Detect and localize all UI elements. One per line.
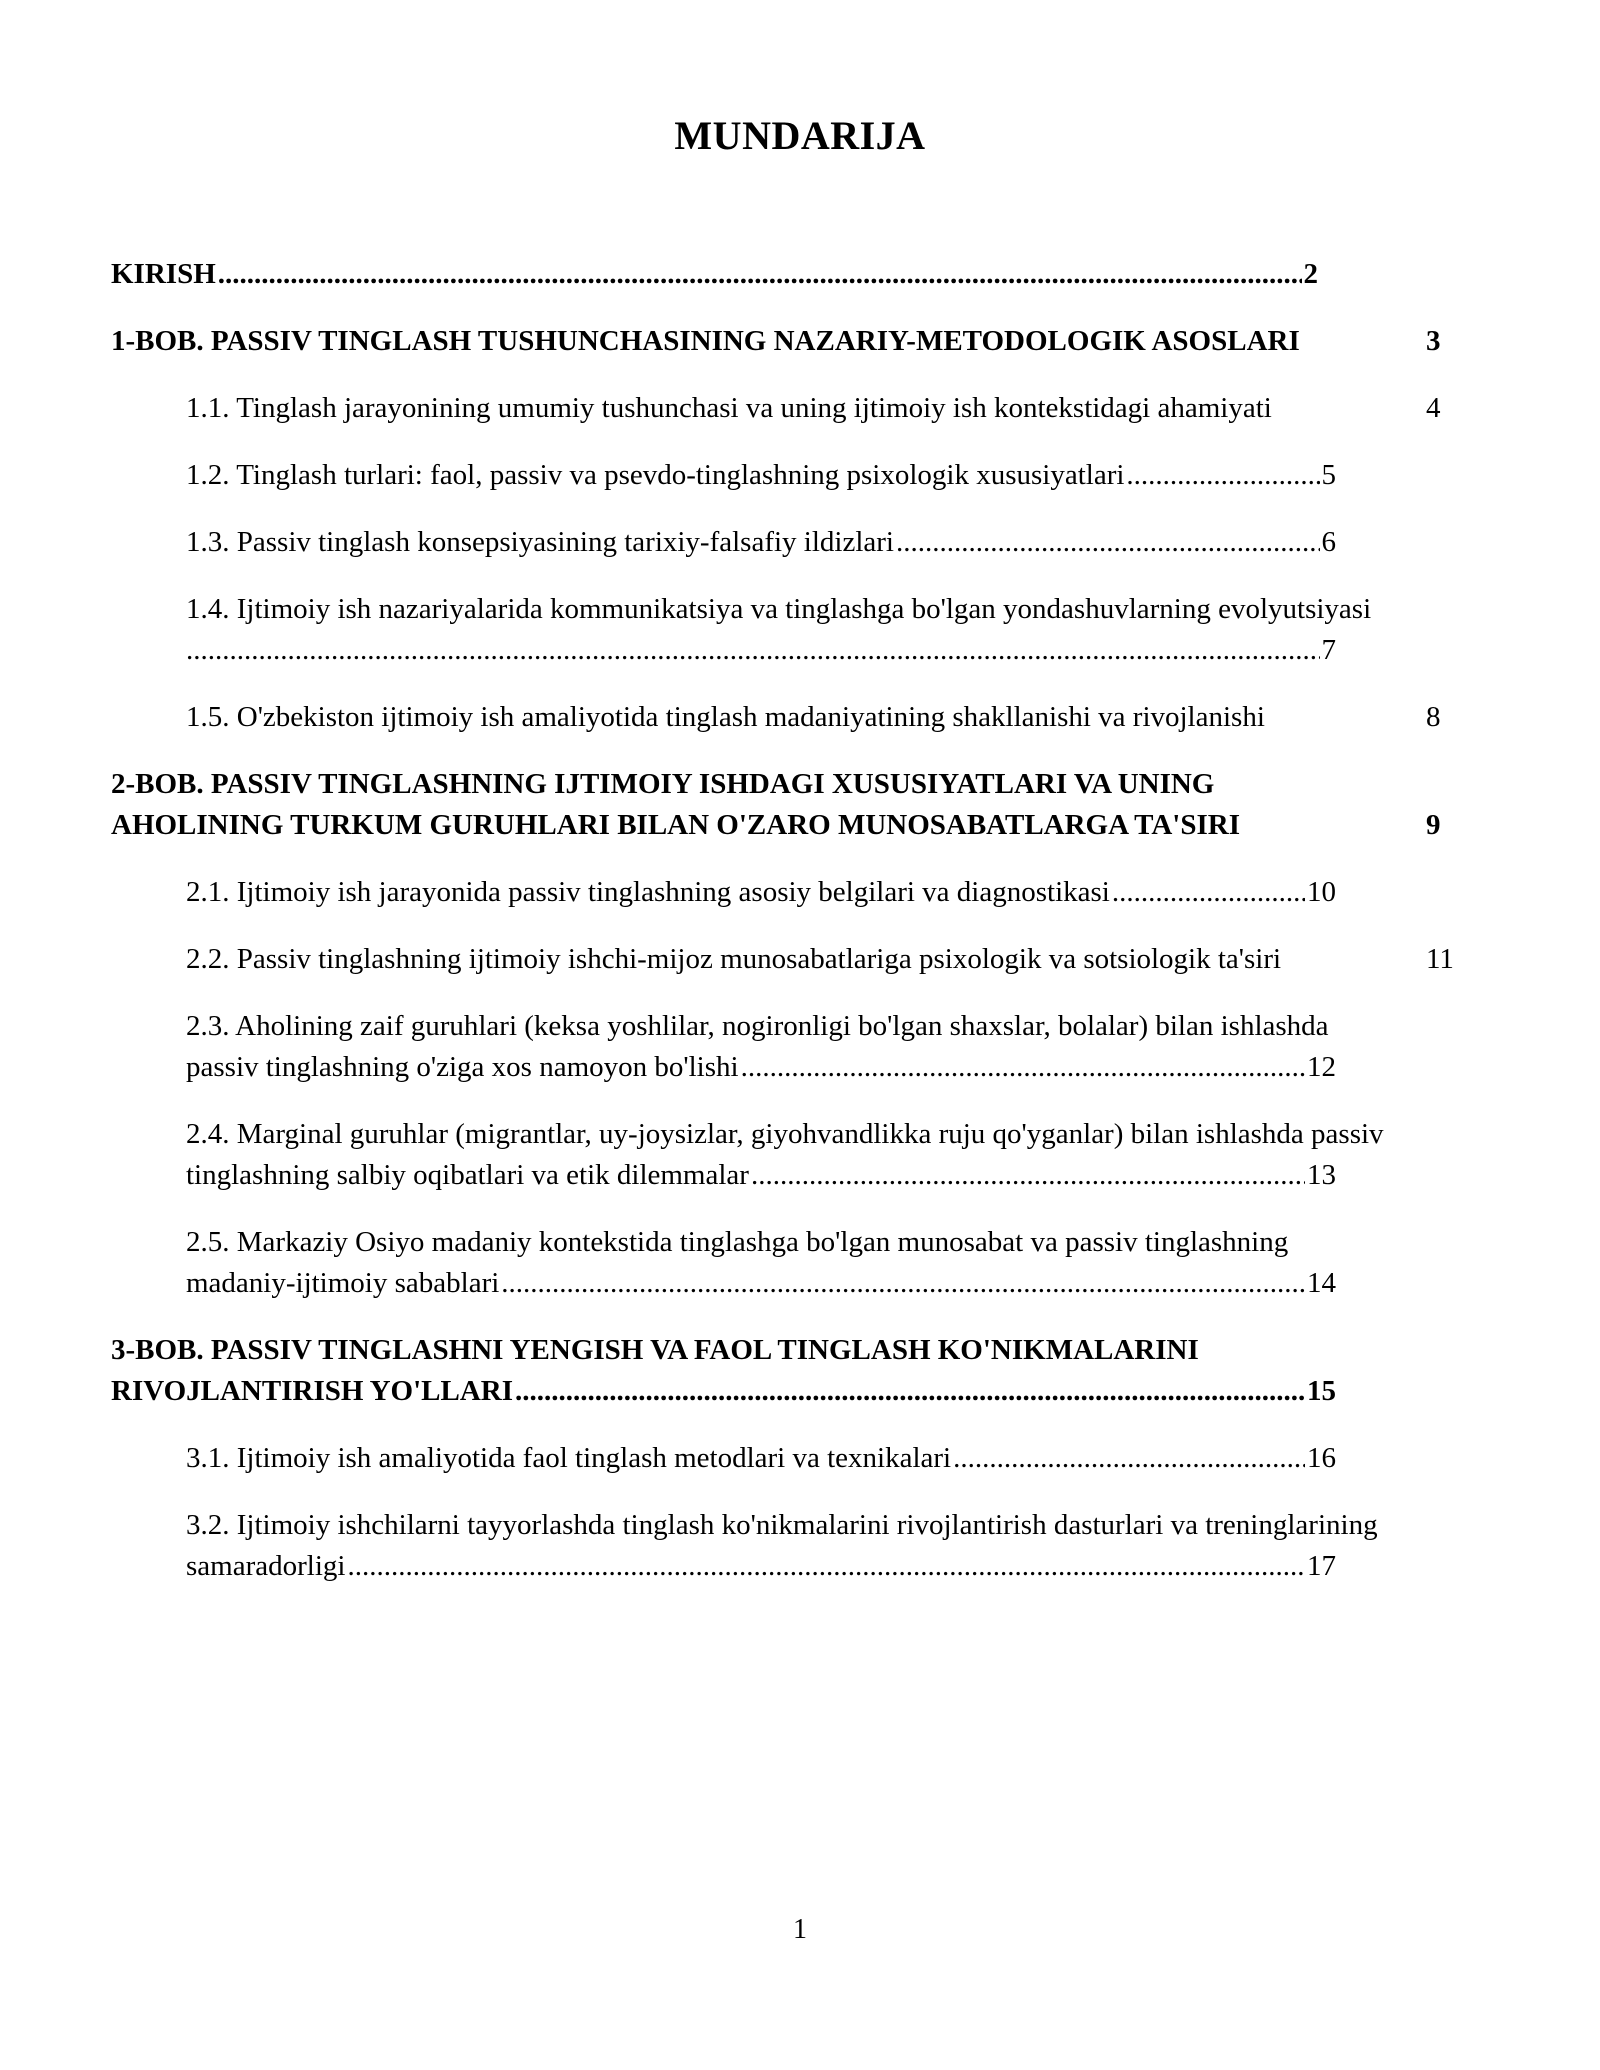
dot-leader xyxy=(896,522,1320,563)
toc-entry-text: 2.5. Markaziy Osiyo madaniy kontekstida tinglashga bo'lgan munosabat va passiv tinglashning xyxy=(186,1226,1289,1258)
toc-entry-section-3-2[interactable] xyxy=(186,1505,1378,1546)
toc-entry-chapter-3-leader[interactable] xyxy=(111,1371,1336,1412)
toc-entry-section-1-4-leader[interactable] xyxy=(186,630,1336,671)
toc-page-number: 15 xyxy=(1307,1375,1336,1407)
toc-entry-text: 3-BOB. PASSIV TINGLASHNI YENGISH VA FAOL TINGLASH KO'NIKMALARINI xyxy=(111,1334,1199,1366)
toc-page-number: 8 xyxy=(1426,701,1441,733)
toc-entry-text: 1-BOB. PASSIV TINGLASH TUSHUNCHASINING NAZARIY-METODOLOGIK ASOSLARI xyxy=(111,325,1300,357)
toc-entry-section-3-1[interactable] xyxy=(186,1438,1336,1479)
toc-entry-text: 3.2. Ijtimoiy ishchilarni tayyorlashda tinglash ko'nikmalarini rivojlantirish dasturlari va treninglarining xyxy=(186,1509,1378,1541)
toc-entry-chapter-1[interactable] xyxy=(111,321,1300,362)
toc-entry-text: 2.2. Passiv tinglashning ijtimoiy ishchi-mijoz munosabatlariga psixologik va sotsiologik ta'siri xyxy=(186,943,1282,975)
toc-entry-text: 2.3. Aholining zaif guruhlari (keksa yoshlilar, nogironligi bo'lgan shaxslar, bolalar) bilan ishlashda xyxy=(186,1010,1329,1042)
toc-entry-text-continued: AHOLINING TURKUM GURUHLARI BILAN O'ZARO MUNOSABATLARGA TA'SIRI xyxy=(111,809,1241,841)
toc-entry-section-2-4-leader[interactable] xyxy=(186,1155,1336,1196)
toc-page-number: 7 xyxy=(1321,634,1336,666)
dot-leader xyxy=(751,1155,1305,1196)
toc-entry-section-2-5-leader[interactable] xyxy=(186,1263,1336,1304)
dot-leader xyxy=(953,1438,1305,1479)
toc-page-number: 9 xyxy=(1426,809,1441,841)
toc-page-number: 12 xyxy=(1307,1051,1336,1083)
dot-leader xyxy=(741,1047,1305,1088)
toc-entry-chapter-2-line-2[interactable] xyxy=(111,805,1240,846)
toc-entry-chapter-2[interactable] xyxy=(111,764,1214,805)
toc-entry-section-3-2-leader[interactable] xyxy=(186,1546,1336,1587)
page-number-footer: 1 xyxy=(793,1914,807,1945)
toc-page-number: 17 xyxy=(1307,1550,1336,1582)
dot-leader xyxy=(1126,455,1319,496)
toc-entry-text-continued: madaniy-ijtimoiy sabablari xyxy=(186,1267,500,1299)
toc-entry-kirish[interactable] xyxy=(111,254,1318,295)
toc-entry-text-continued: passiv tinglashning o'ziga xos namoyon bo'lishi xyxy=(186,1051,739,1083)
toc-entry-text: 2-BOB. PASSIV TINGLASHNING IJTIMOIY ISHDAGI XUSUSIYATLARI VA UNING xyxy=(111,768,1215,800)
toc-entry-section-2-4[interactable] xyxy=(186,1114,1384,1155)
toc-entry-section-1-1[interactable] xyxy=(186,388,1272,429)
toc-entry-text-continued: tinglashning salbiy oqibatlari va etik dilemmalar xyxy=(186,1159,749,1191)
toc-page-number: 2 xyxy=(1303,258,1318,290)
toc-entry-section-2-3[interactable] xyxy=(186,1006,1329,1047)
toc-entry-text: 1.4. Ijtimoiy ish nazariyalarida kommunikatsiya va tinglashga bo'lgan yondashuvlarning evolyutsiyasi xyxy=(186,593,1372,625)
toc-entry-chapter-3[interactable] xyxy=(111,1330,1199,1371)
toc-entry-section-1-4[interactable] xyxy=(186,589,1371,630)
toc-entry-text-continued: samaradorligi xyxy=(186,1550,346,1582)
dot-leader xyxy=(501,1263,1305,1304)
toc-entry-section-2-2[interactable] xyxy=(186,939,1281,980)
toc-page-number: 6 xyxy=(1321,526,1336,558)
toc-entry-section-2-3-leader[interactable] xyxy=(186,1047,1336,1088)
toc-page-number: 4 xyxy=(1426,392,1441,424)
toc-entry-text: 2.1. Ijtimoiy ish jarayonida passiv tinglashning asosiy belgilari va diagnostikasi xyxy=(186,876,1110,908)
toc-page-number: 3 xyxy=(1426,325,1441,357)
toc-entry-section-1-5[interactable] xyxy=(186,697,1265,738)
toc-page-number: 13 xyxy=(1307,1159,1336,1191)
toc-entry-section-2-5[interactable] xyxy=(186,1222,1288,1263)
toc-page-number: 16 xyxy=(1307,1442,1336,1474)
dot-leader xyxy=(347,1546,1305,1587)
toc-entry-text: 1.5. O'zbekiston ijtimoiy ish amaliyotida tinglash madaniyatining shakllanishi va rivojlanishi xyxy=(186,701,1265,733)
toc-entry-text: 2.4. Marginal guruhlar (migrantlar, uy-joysizlar, giyohvandlikka ruju qo'yganlar) bilan ishlashda passiv xyxy=(186,1118,1384,1150)
toc-page-number: 11 xyxy=(1426,943,1454,975)
toc-page-number: 5 xyxy=(1321,459,1336,491)
dot-leader xyxy=(186,630,1320,671)
dot-leader xyxy=(218,254,1302,295)
toc-entry-text: 3.1. Ijtimoiy ish amaliyotida faol tinglash metodlari va texnikalari xyxy=(186,1442,952,1474)
toc-entry-section-1-2[interactable] xyxy=(186,455,1336,496)
toc-page-number: 10 xyxy=(1307,876,1336,908)
toc-entry-section-2-1[interactable] xyxy=(186,872,1336,913)
toc-entry-text: 1.2. Tinglash turlari: faol, passiv va psevdo-tinglashning psixologik xususiyatlari xyxy=(186,459,1125,491)
toc-entry-text: KIRISH xyxy=(111,258,216,290)
toc-entry-text: 1.3. Passiv tinglash konsepsiyasining tarixiy-falsafiy ildizlari xyxy=(186,526,894,558)
toc-entry-text: 1.1. Tinglash jarayonining umumiy tushunchasi va uning ijtimoiy ish kontekstidagi ahamiyati xyxy=(186,392,1272,424)
dot-leader xyxy=(1112,872,1305,913)
toc-page-number: 14 xyxy=(1307,1267,1336,1299)
toc-entry-text-continued: RIVOJLANTIRISH YO'LLARI xyxy=(111,1375,514,1407)
toc-entry-section-1-3[interactable] xyxy=(186,522,1336,563)
page-title: MUNDARIJA xyxy=(674,113,926,158)
dot-leader xyxy=(515,1371,1305,1412)
